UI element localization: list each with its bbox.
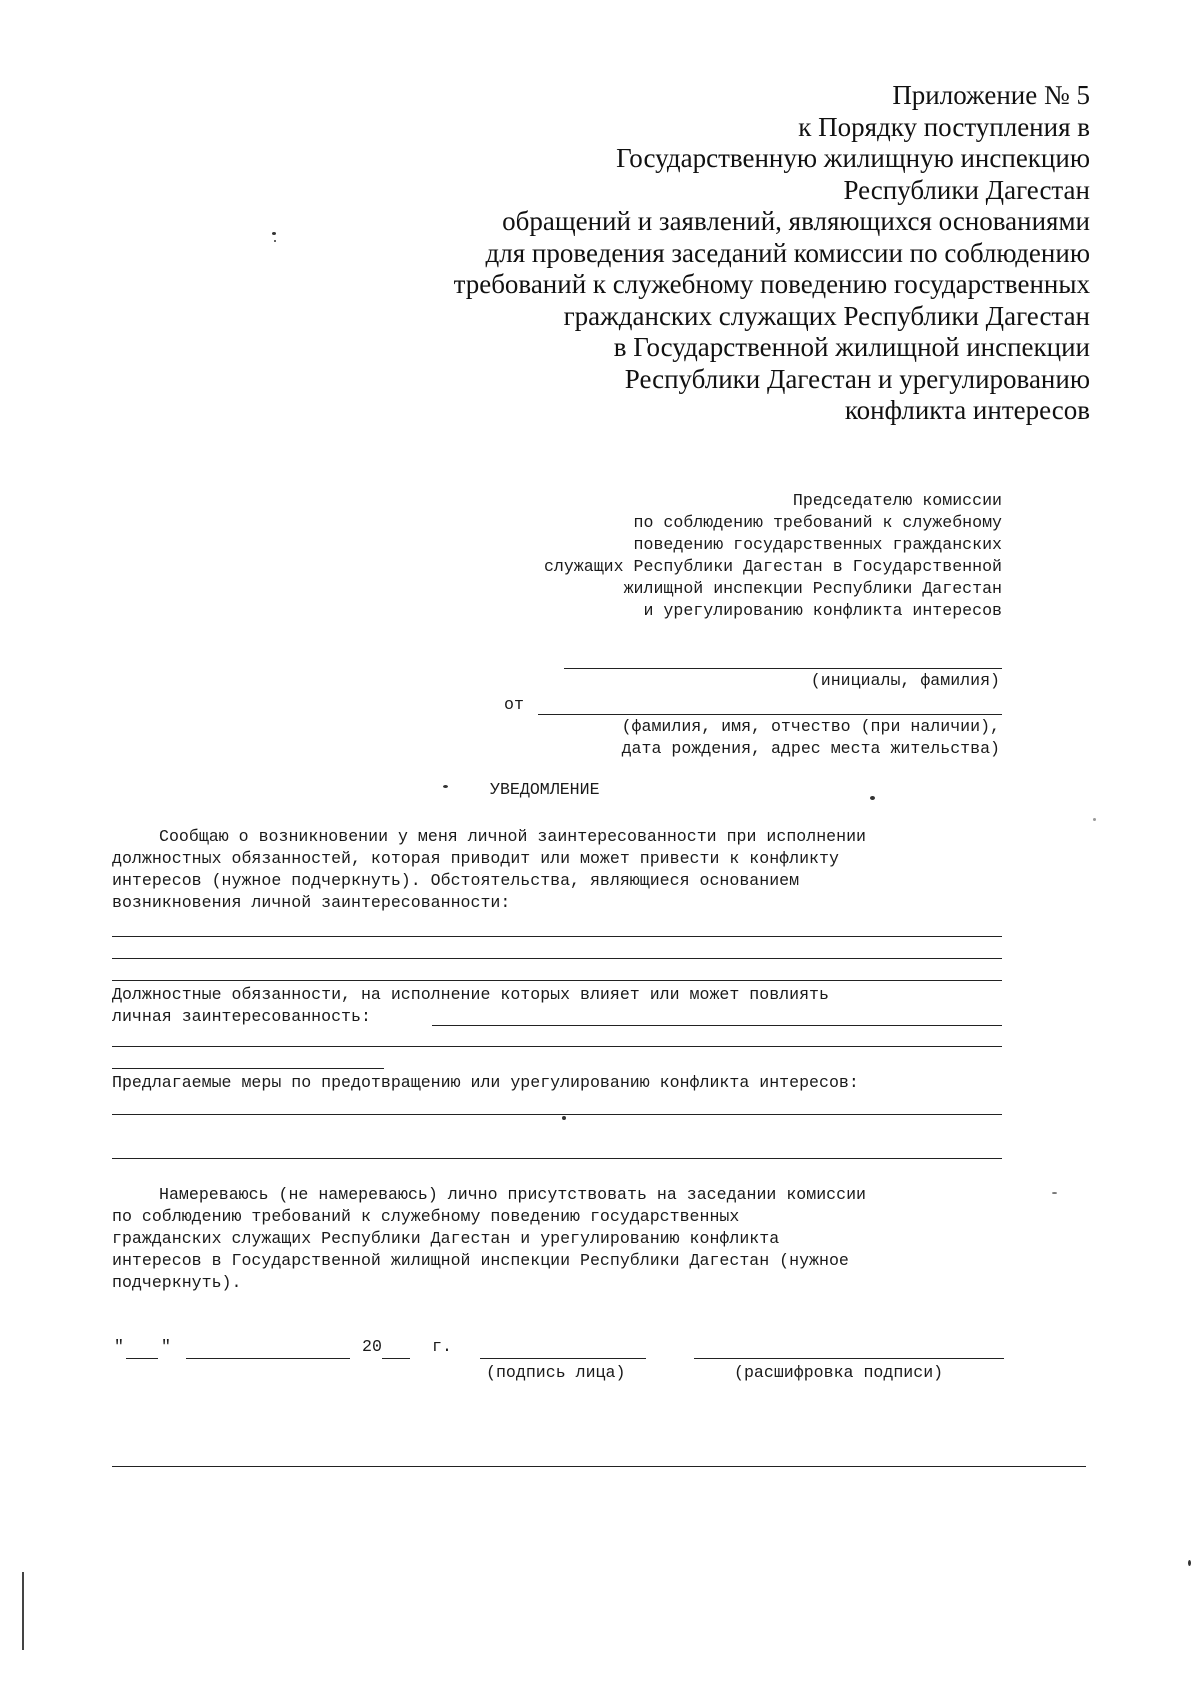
duties-blank-line[interactable] [112,1068,384,1069]
appendix-header [330,80,1090,427]
appendix-line: Республики Дагестан [843,174,1090,205]
duties-label-line-2: личная заинтересованность: [112,1007,371,1026]
paragraph-line: по соблюдению требований к служебному поведению государственных [112,1207,740,1226]
signature-blank-line[interactable] [480,1358,646,1359]
scan-speck [1093,818,1096,821]
appendix-line: конфликта интересов [844,395,1090,425]
signature-caption: (подпись лица) [486,1363,626,1382]
scan-speck [870,796,875,800]
date-day-blank[interactable] [126,1358,158,1359]
duties-label-line-1: Должностные обязанности, на исполнение которых влияет или может повлиять [112,985,829,1004]
addressee-line: Председателю комиссии [792,491,1002,510]
scan-speck [443,785,448,788]
appendix-line: обращений и заявлений, являющихся основаниями [502,206,1090,236]
sender-caption-2: дата рождения, адрес места жительства) [621,739,1000,758]
paragraph-line: подчеркнуть). [112,1273,242,1292]
addressee-line: и урегулированию конфликта интересов [643,601,1002,620]
scan-margin-mark [22,1572,24,1650]
date-quote-open: " [114,1337,124,1356]
scan-speck [1052,1192,1057,1194]
appendix-line: требований к служебному поведению государственных [453,269,1090,299]
appendix-line: Приложение № 5 [892,80,1090,110]
addressee-line: по соблюдению требований к служебному [633,513,1002,532]
appendix-line: к Порядку поступления в [798,111,1090,142]
date-quote-close: " [161,1337,171,1356]
paragraph-line: Сообщаю о возникновении у меня личной заинтересованности при исполнении [159,827,867,846]
paragraph-line: интересов в Государственной жилищной инспекции Республики Дагестан (нужное [112,1251,849,1270]
paragraph-line: гражданских служащих Республики Дагестан и урегулированию конфликта [112,1229,780,1248]
paragraph-line: должностных обязанностей, которая приводит или может привести к конфликту [112,849,839,868]
date-year-suffix: г. [432,1337,452,1356]
notice-title: УВЕДОМЛЕНИЕ [490,780,600,799]
scan-speck [272,232,276,235]
date-year-prefix: 20 [362,1337,382,1356]
duties-blank-line[interactable] [112,1046,1002,1047]
scan-speck [274,240,276,242]
appendix-line: для проведения заседаний комиссии по соблюдению [485,237,1090,268]
appendix-line: в Государственной жилищной инспекции [613,332,1090,362]
scan-speck [1188,1560,1191,1566]
duties-blank-line[interactable] [432,1025,1002,1026]
addressee-block [402,490,1002,622]
measures-label: Предлагаемые меры по предотвращению или урегулированию конфликта интересов: [112,1073,859,1092]
measures-blank-line[interactable] [112,1158,1002,1159]
bottom-rule [112,1466,1086,1467]
circumstances-blank-line[interactable] [112,936,1002,937]
initials-caption: (инициалы, фамилия) [810,671,1000,690]
addressee-line: жилищной инспекции Республики Дагестан [623,579,1002,598]
paragraph-line: интересов (нужное подчеркнуть). Обстоятельства, являющиеся основанием [112,871,800,890]
appendix-line: Республики Дагестан и урегулированию [624,363,1090,394]
appendix-line: гражданских служащих Республики Дагестан [563,300,1090,331]
scan-speck [562,1116,566,1120]
date-year-blank[interactable] [382,1358,410,1359]
circumstances-blank-line[interactable] [112,980,1002,981]
from-label: от [504,695,524,714]
paragraph-line: Намереваюсь (не намереваюсь) лично присутствовать на заседании комиссии [159,1185,867,1204]
signature-decoding-caption: (расшифровка подписи) [734,1363,944,1382]
addressee-line: служащих Республики Дагестан в Государственной [543,557,1002,576]
measures-blank-line[interactable] [112,1114,1002,1115]
paragraph-line: возникновения личной заинтересованности: [112,893,511,912]
attendance-paragraph [112,1184,1002,1294]
sender-caption-1: (фамилия, имя, отчество (при наличии), [621,717,1000,736]
sender-blank-line[interactable] [538,714,1002,715]
circumstances-blank-line[interactable] [112,958,1002,959]
appendix-line: Государственную жилищную инспекцию [616,143,1090,173]
addressee-line: поведению государственных гражданских [633,535,1002,554]
signature-decoding-blank-line[interactable] [694,1358,1004,1359]
circumstances-paragraph [112,826,1002,914]
date-month-blank[interactable] [186,1358,350,1359]
initials-blank-line[interactable] [564,668,1002,669]
